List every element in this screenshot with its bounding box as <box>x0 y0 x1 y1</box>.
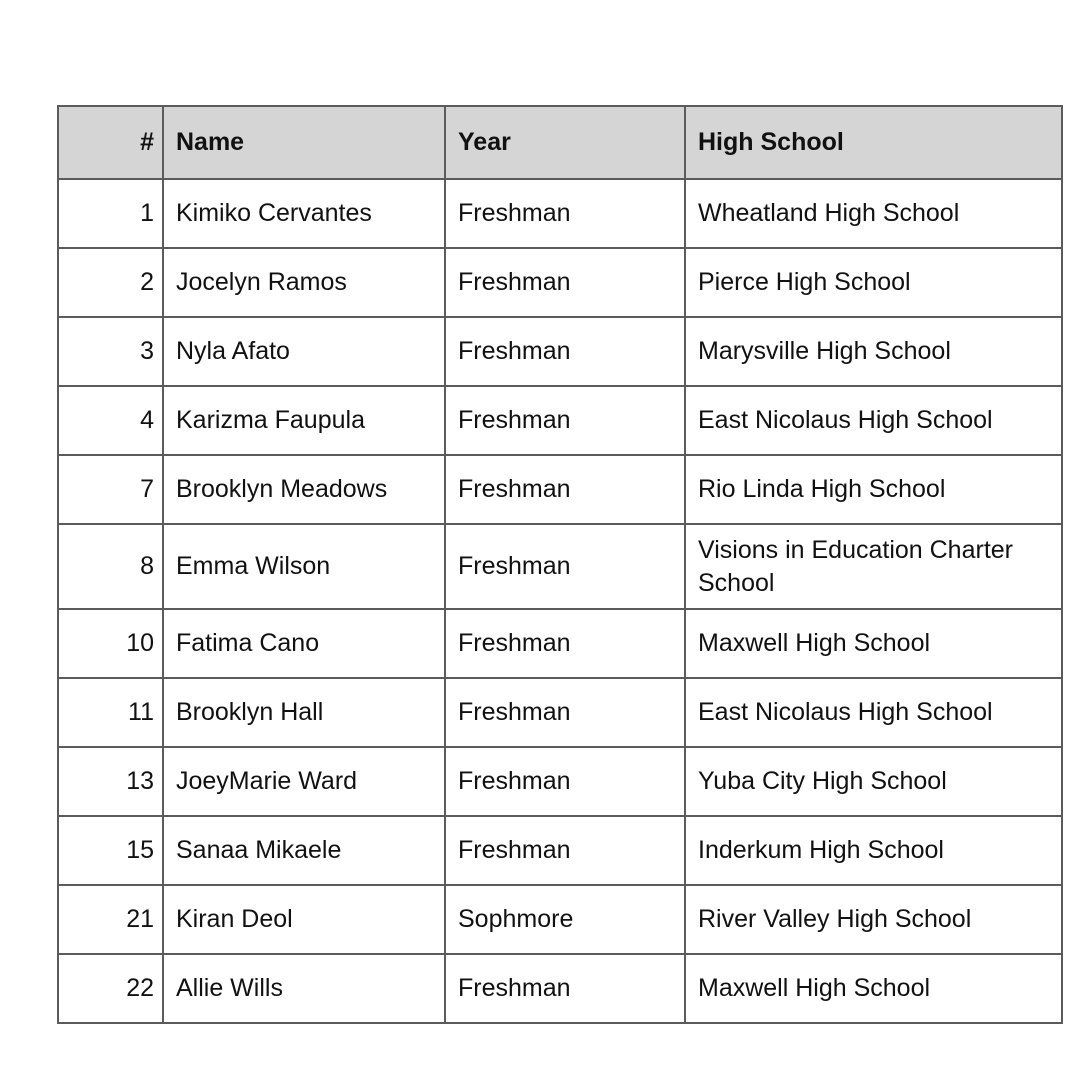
table-row <box>58 248 1062 317</box>
cell-year: Freshman <box>445 317 685 386</box>
table-row <box>58 524 1062 609</box>
cell-school: Inderkum High School <box>685 816 1062 885</box>
cell-num: 10 <box>58 609 163 678</box>
cell-name: Kiran Deol <box>163 885 445 954</box>
cell-num: 22 <box>58 954 163 1023</box>
roster-table-body <box>58 179 1062 1023</box>
table-row <box>58 954 1062 1023</box>
table-row <box>58 317 1062 386</box>
cell-school: East Nicolaus High School <box>685 386 1062 455</box>
table-row <box>58 678 1062 747</box>
cell-name: Kimiko Cervantes <box>163 179 445 248</box>
cell-school: Maxwell High School <box>685 609 1062 678</box>
cell-school: East Nicolaus High School <box>685 678 1062 747</box>
cell-school: River Valley High School <box>685 885 1062 954</box>
cell-num: 2 <box>58 248 163 317</box>
cell-num: 8 <box>58 524 163 609</box>
cell-name: Nyla Afato <box>163 317 445 386</box>
cell-year: Freshman <box>445 248 685 317</box>
cell-year: Freshman <box>445 386 685 455</box>
cell-year: Freshman <box>445 678 685 747</box>
cell-num: 11 <box>58 678 163 747</box>
cell-name: Brooklyn Hall <box>163 678 445 747</box>
cell-year: Freshman <box>445 609 685 678</box>
cell-year: Freshman <box>445 747 685 816</box>
cell-name: Allie Wills <box>163 954 445 1023</box>
cell-school: Yuba City High School <box>685 747 1062 816</box>
table-row <box>58 179 1062 248</box>
header-cell-year: Year <box>445 106 685 179</box>
cell-name: JoeyMarie Ward <box>163 747 445 816</box>
cell-num: 1 <box>58 179 163 248</box>
cell-num: 7 <box>58 455 163 524</box>
cell-year: Freshman <box>445 179 685 248</box>
cell-num: 3 <box>58 317 163 386</box>
cell-name: Fatima Cano <box>163 609 445 678</box>
cell-name: Karizma Faupula <box>163 386 445 455</box>
cell-school: Marysville High School <box>685 317 1062 386</box>
table-row <box>58 816 1062 885</box>
cell-year: Sophmore <box>445 885 685 954</box>
cell-num: 15 <box>58 816 163 885</box>
cell-year: Freshman <box>445 455 685 524</box>
cell-name: Jocelyn Ramos <box>163 248 445 317</box>
table-row <box>58 386 1062 455</box>
roster-table <box>57 105 1063 1024</box>
roster-table-container <box>57 105 1061 1024</box>
cell-year: Freshman <box>445 816 685 885</box>
cell-school: Maxwell High School <box>685 954 1062 1023</box>
header-row <box>58 106 1062 179</box>
cell-school: Wheatland High School <box>685 179 1062 248</box>
cell-year: Freshman <box>445 954 685 1023</box>
cell-name: Emma Wilson <box>163 524 445 609</box>
table-row <box>58 885 1062 954</box>
cell-year: Freshman <box>445 524 685 609</box>
table-row <box>58 609 1062 678</box>
cell-num: 4 <box>58 386 163 455</box>
table-row <box>58 455 1062 524</box>
cell-school: Rio Linda High School <box>685 455 1062 524</box>
cell-num: 13 <box>58 747 163 816</box>
header-cell-name: Name <box>163 106 445 179</box>
table-row <box>58 747 1062 816</box>
cell-name: Brooklyn Meadows <box>163 455 445 524</box>
cell-num: 21 <box>58 885 163 954</box>
header-cell-num: # <box>58 106 163 179</box>
cell-school: Visions in Education Charter School <box>685 524 1062 609</box>
header-cell-school: High School <box>685 106 1062 179</box>
cell-name: Sanaa Mikaele <box>163 816 445 885</box>
cell-school: Pierce High School <box>685 248 1062 317</box>
